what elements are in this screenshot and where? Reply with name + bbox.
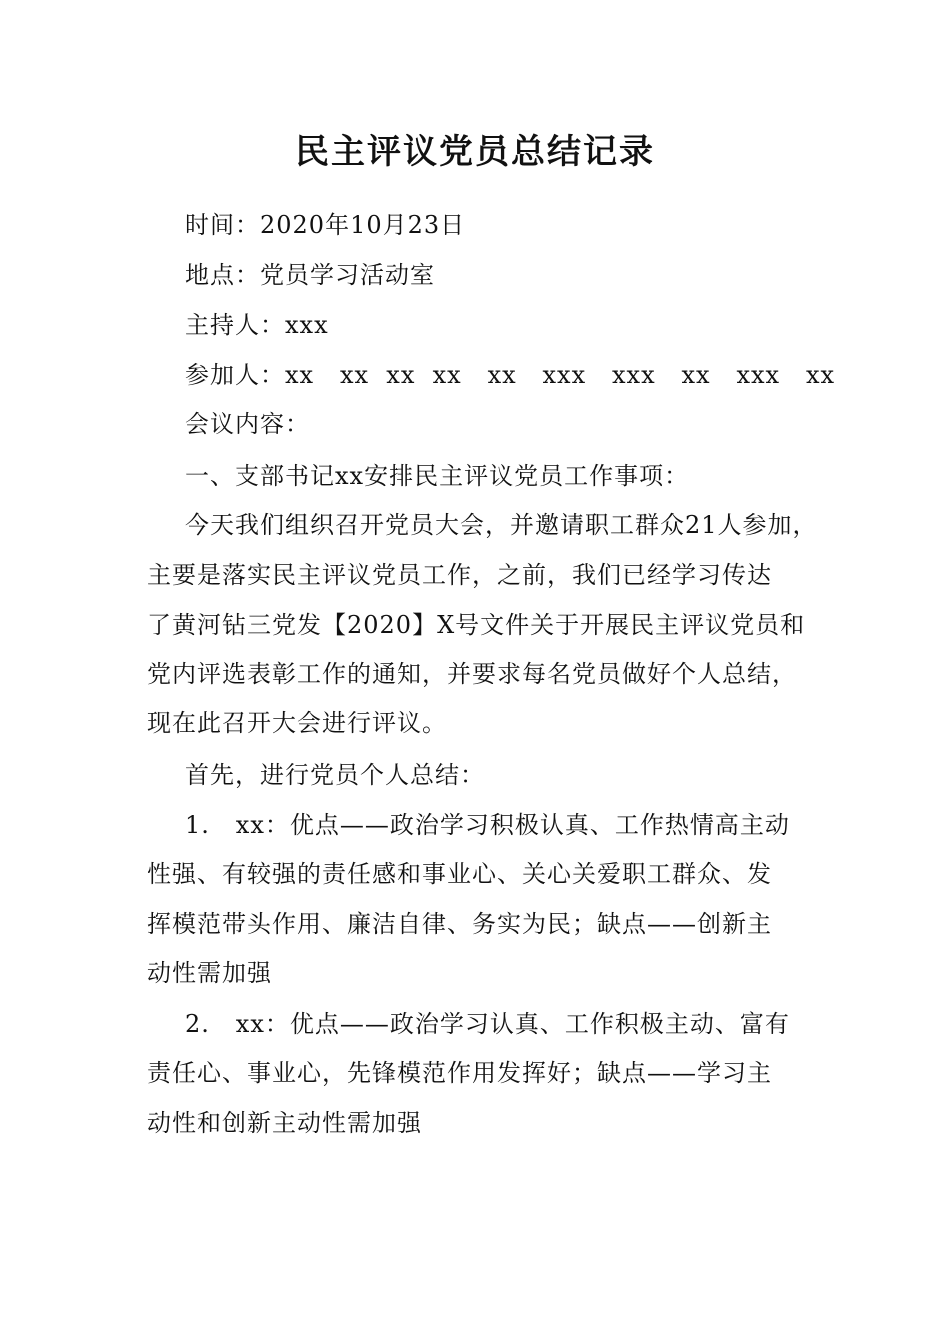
list-item-line: 动性和创新主动性需加强 — [147, 1109, 422, 1137]
paragraph-line: 主要是落实民主评议党员工作，之前，我们已经学习传达 — [147, 561, 772, 589]
meeting-content-label: 会议内容： — [185, 410, 310, 438]
list-item-line: 动性需加强 — [147, 959, 272, 987]
list-item-line: 挥模范带头作用、廉洁自律、务实为民；缺点——创新主 — [147, 910, 772, 938]
document-title: 民主评议党员总结记录 — [295, 132, 655, 172]
paragraph-line: 党内评选表彰工作的通知，并要求每名党员做好个人总结， — [147, 660, 797, 688]
list-item-line: 责任心、事业心，先锋模范作用发挥好；缺点——学习主 — [147, 1059, 772, 1087]
summary-intro: 首先，进行党员个人总结： — [185, 761, 485, 789]
meeting-time: 时间：2020年10月23日 — [185, 211, 466, 239]
section-heading: 一、支部书记xx安排民主评议党员工作事项： — [185, 462, 690, 490]
paragraph-line: 了黄河钻三党发【2020】X号文件关于开展民主评议党员和 — [147, 611, 806, 639]
meeting-place: 地点：党员学习活动室 — [185, 261, 435, 289]
list-item-line: 2. xx：优点——政治学习认真、工作积极主动、富有 — [185, 1010, 790, 1038]
meeting-host: 主持人：xxx — [185, 311, 329, 339]
list-item-line: 性强、有较强的责任感和事业心、关心关爱职工群众、发 — [147, 860, 772, 888]
paragraph-line: 现在此召开大会进行评议。 — [147, 709, 447, 737]
list-item-line: 1. xx：优点——政治学习积极认真、工作热情高主动 — [185, 811, 790, 839]
paragraph-line: 今天我们组织召开党员大会，并邀请职工群众21人参加， — [185, 511, 818, 539]
meeting-participants: 参加人：xx xx xx xx xx xxx xxx xx xxx xx — [185, 361, 836, 389]
